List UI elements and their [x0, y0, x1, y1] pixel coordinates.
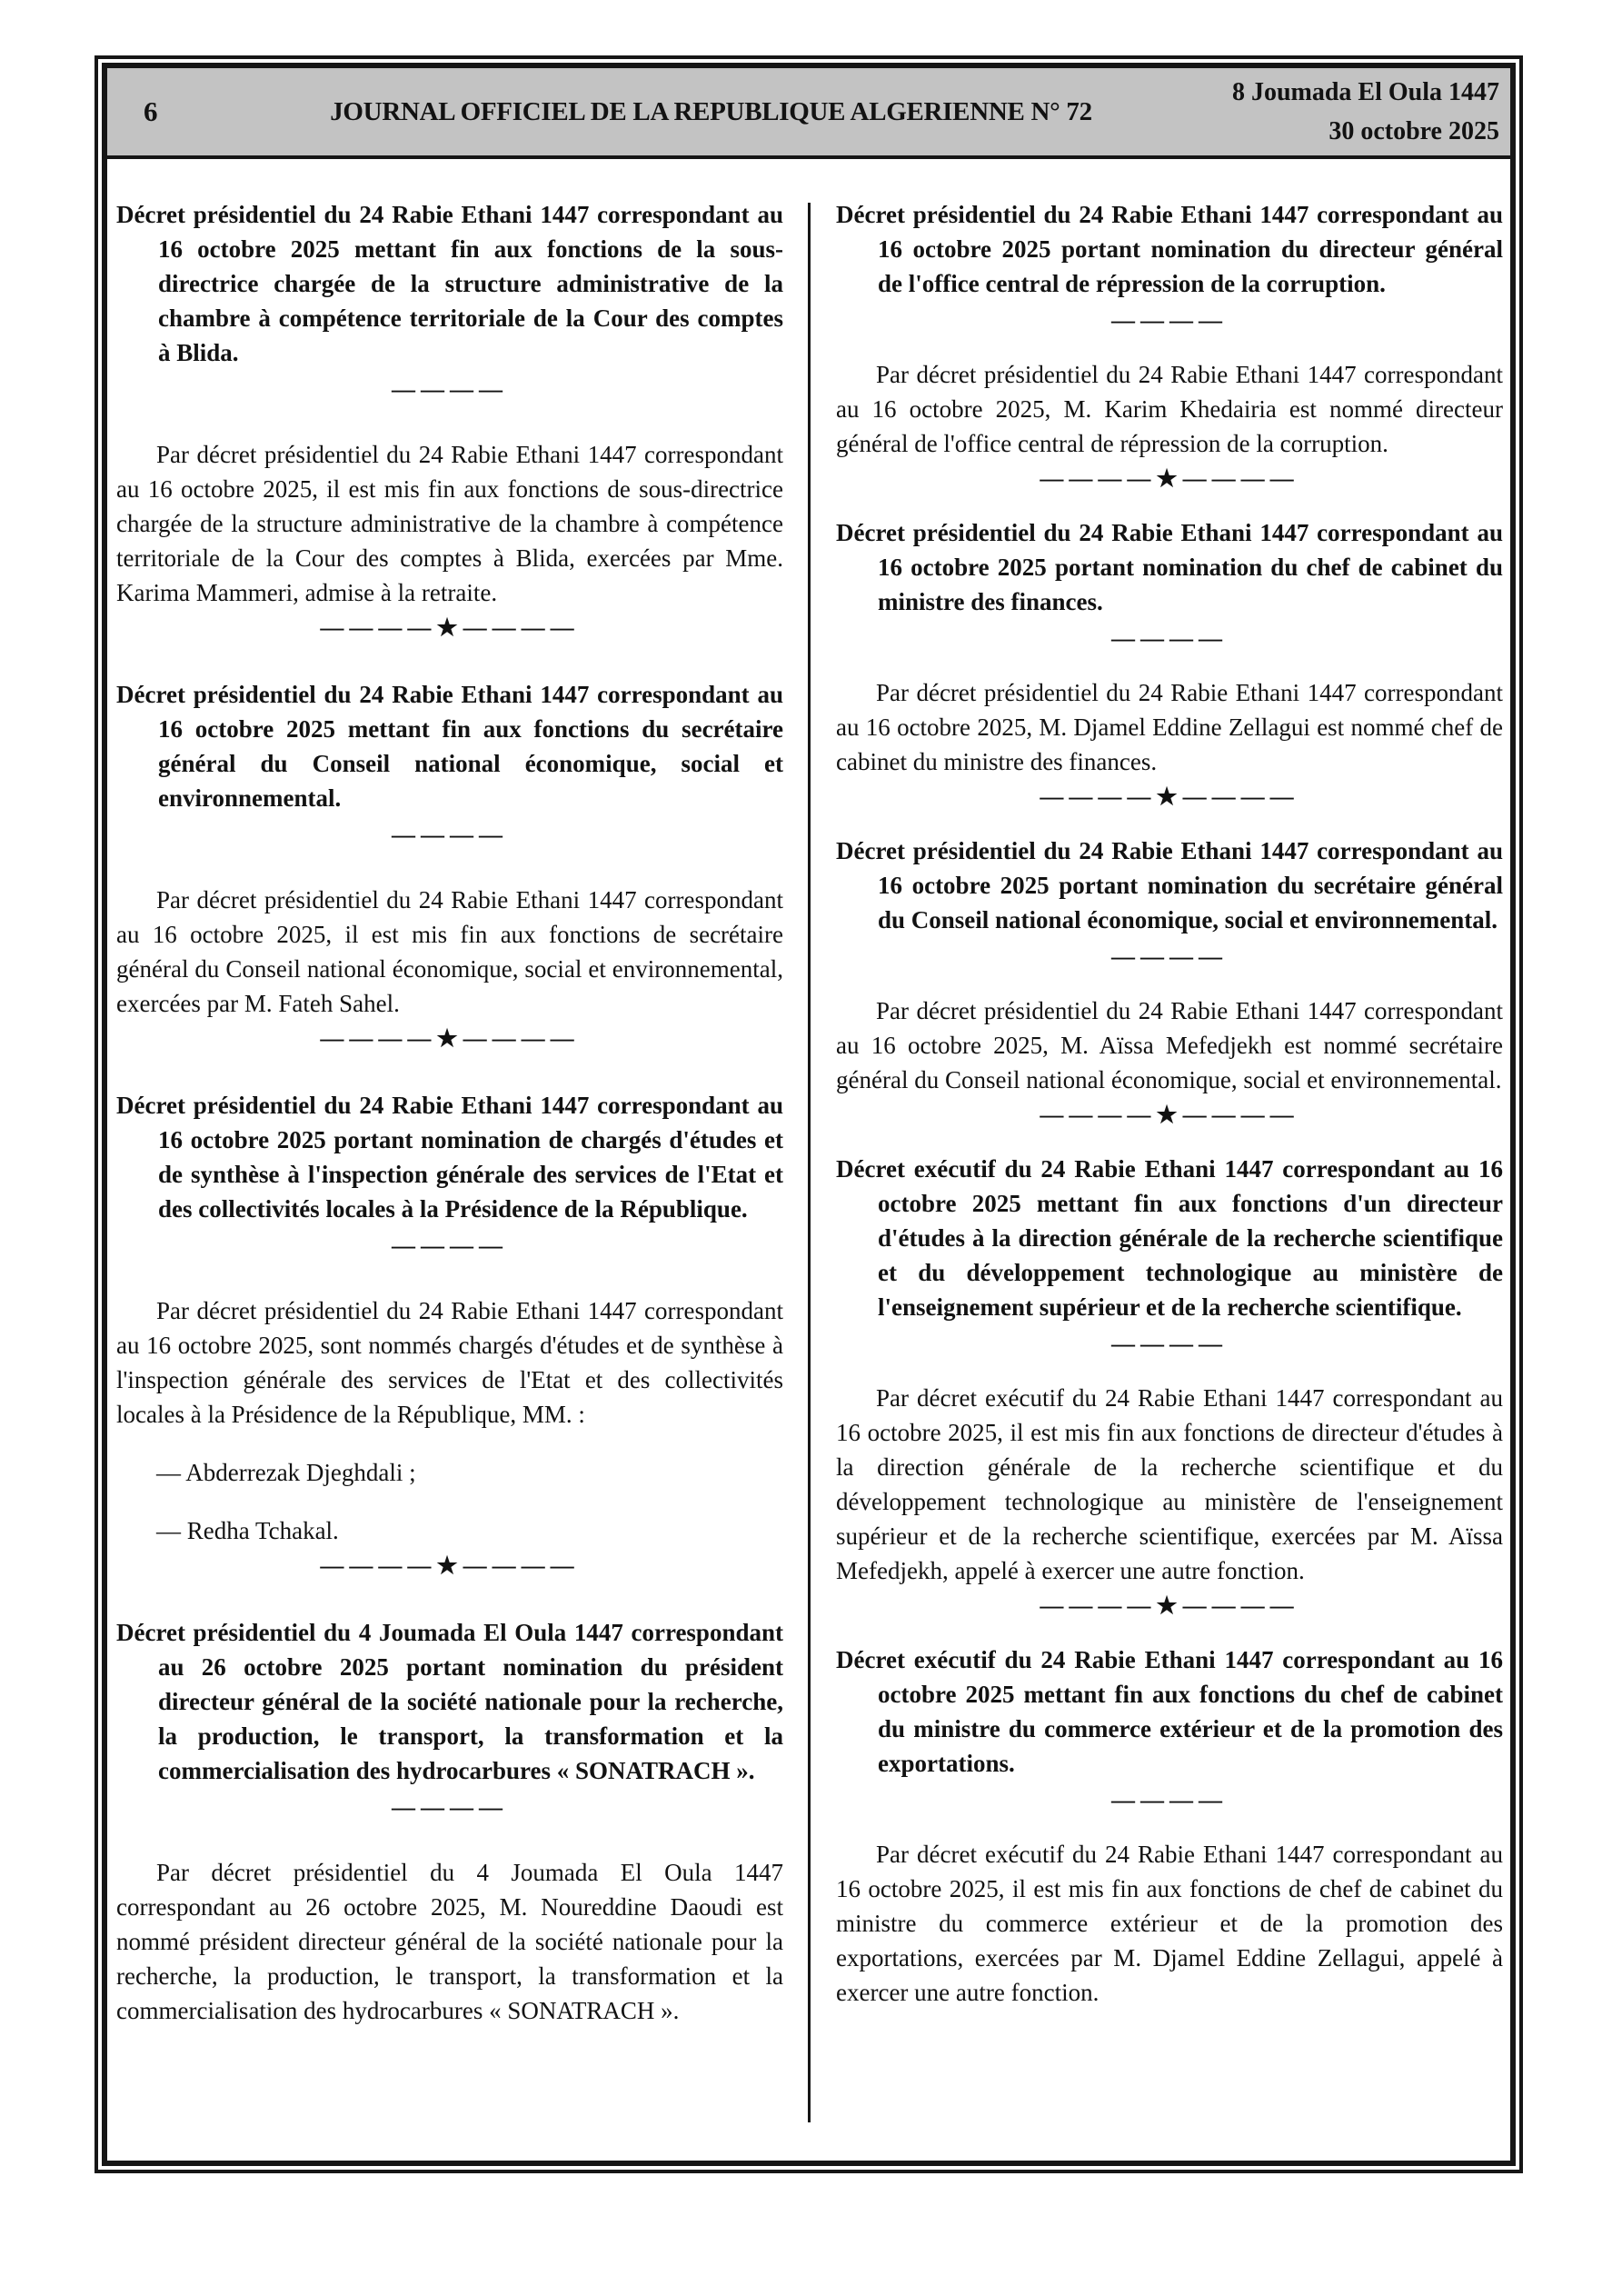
- separator-star: ————★————: [1040, 1592, 1299, 1619]
- separator-dash: ————: [1111, 1331, 1228, 1357]
- decree-title: Décret présidentiel du 24 Rabie Ethani 1447 correspondant au 16 octobre 2025 mettant fin aux fonctions de la sous-directrice chargée de la structure administrative de la chambre à compétence territoriale de la Cour des comptes à Blida.: [116, 201, 783, 366]
- separator-dash: ————: [392, 1794, 508, 1821]
- separator-star: ————★————: [1040, 465, 1299, 492]
- decree-body: Par décret présidentiel du 4 Joumada El Oula 1447 correspondant au 26 octobre 2025, M. Noureddine Daoudi est nommé président directeur général de la société nationale pour la recherche, la production, le transport, la transformation et la commercialisation des hydrocarbures « SONATRACH ».: [116, 1859, 783, 2024]
- separator-dash: ————: [1111, 307, 1228, 334]
- decree-title: Décret présidentiel du 24 Rabie Ethani 1447 correspondant au 16 octobre 2025 portant nomination du chef de cabinet du ministre des finances.: [836, 519, 1503, 615]
- separator-star: ————★————: [320, 614, 580, 641]
- page-number: 6: [144, 95, 158, 127]
- decree-body: Par décret exécutif du 24 Rabie Ethani 1447 correspondant au 16 octobre 2025, il est mis fin aux fonctions de directeur d'études à la direction générale de la recherche scientifique et du développement technologique au ministère de l'enseignement supérieur et de la recherche scientifique, exercées par M. Aïssa Mefedjekh, appelé à exercer une autre fonction.: [836, 1384, 1503, 1584]
- appointee-list-item: — Abderrezak Djeghdali ;: [156, 1459, 416, 1486]
- decree-title: Décret présidentiel du 24 Rabie Ethani 1447 correspondant au 16 octobre 2025 portant nomination du secrétaire général du Conseil national économique, social et environnemental.: [836, 837, 1503, 933]
- separator-dash: ————: [392, 376, 508, 403]
- decree-body: Par décret présidentiel du 24 Rabie Ethani 1447 correspondant au 16 octobre 2025, sont nommés chargés d'études et de synthèse à l'inspection générale des services de l'Etat et des collectivités locales à la Présidence de la République, MM. :: [116, 1297, 783, 1428]
- journal-title: JOURNAL OFFICIEL DE LA REPUBLIQUE ALGERIENNE N° 72: [330, 96, 1092, 126]
- decree-title: Décret présidentiel du 24 Rabie Ethani 1447 correspondant au 16 octobre 2025 mettant fin aux fonctions du secrétaire général du Conseil national économique, social et environnemental.: [116, 681, 783, 812]
- separator-star: ————★————: [1040, 784, 1299, 810]
- decree-title: Décret exécutif du 24 Rabie Ethani 1447 correspondant au 16 octobre 2025 mettant fin aux fonctions d'un directeur d'études à la direction générale de la recherche scientifique et du développement technologique au ministère de l'enseignement supérieur et de la recherche scientifique.: [836, 1155, 1503, 1321]
- separator-star: ————★————: [320, 1552, 580, 1579]
- column-divider: [808, 203, 811, 2122]
- decree-title: Décret présidentiel du 24 Rabie Ethani 1447 correspondant au 16 octobre 2025 portant nomination de chargés d'études et de synthèse à l'inspection générale des services de l'Etat et des collectivités locales à la Présidence de la République.: [116, 1092, 783, 1223]
- separator-star: ————★————: [320, 1025, 580, 1052]
- page-frame-inner: [102, 63, 1516, 2166]
- decree-body: Par décret exécutif du 24 Rabie Ethani 1447 correspondant au 16 octobre 2025, il est mis fin aux fonctions de chef de cabinet du ministre du commerce extérieur et de la promotion des exportations, exercées par M. Djamel Eddine Zellagui, appelé à exercer une autre fonction.: [836, 1841, 1503, 2006]
- decree-body: Par décret présidentiel du 24 Rabie Ethani 1447 correspondant au 16 octobre 2025, M. Karim Khedairia est nommé directeur général de l'office central de répression de la corruption.: [836, 361, 1503, 457]
- separator-dash: ————: [1111, 1787, 1228, 1813]
- appointee-list-item: — Redha Tchakal.: [156, 1517, 339, 1544]
- decree-title: Décret exécutif du 24 Rabie Ethani 1447 correspondant au 16 octobre 2025 mettant fin aux fonctions du chef de cabinet du ministre du commerce extérieur et de la promotion des exportations.: [836, 1646, 1503, 1777]
- right-column: [836, 197, 1503, 2161]
- decree-body: Par décret présidentiel du 24 Rabie Ethani 1447 correspondant au 16 octobre 2025, il est mis fin aux fonctions de sous-directrice chargée de la structure administrative de la chambre à compétence territoriale de la Cour des comptes à Blida, exercées par Mme. Karima Mammeri, admise à la retraite.: [116, 441, 783, 606]
- decree-body: Par décret présidentiel du 24 Rabie Ethani 1447 correspondant au 16 octobre 2025, M. Aïssa Mefedjekh est nommé secrétaire général du Conseil national économique, social et environnemental.: [836, 997, 1503, 1093]
- decree-body: Par décret présidentiel du 24 Rabie Ethani 1447 correspondant au 16 octobre 2025, M. Djamel Eddine Zellagui est nommé chef de cabinet du ministre des finances.: [836, 679, 1503, 775]
- gregorian-date: 30 octobre 2025: [1328, 117, 1499, 145]
- separator-dash: ————: [1111, 625, 1228, 652]
- decree-body: Par décret présidentiel du 24 Rabie Ethani 1447 correspondant au 16 octobre 2025, il est mis fin aux fonctions de secrétaire général du Conseil national économique, social et environnemental, exercées par M. Fateh Sahel.: [116, 886, 783, 1017]
- separator-dash: ————: [392, 1233, 508, 1259]
- decree-title: Décret présidentiel du 4 Joumada El Oula 1447 correspondant au 26 octobre 2025 portant nomination du président directeur général de la société nationale pour la recherche, la production, le transport, la transformation et la commercialisation des hydrocarbures « SONATRACH ».: [116, 1619, 783, 1784]
- left-column: [116, 197, 783, 2161]
- hijri-date: 8 Joumada El Oula 1447: [1231, 78, 1499, 106]
- separator-dash: ————: [392, 822, 508, 848]
- separator-star: ————★————: [1040, 1102, 1299, 1128]
- issue-dates: [1197, 73, 1510, 151]
- page-frame: [95, 55, 1523, 2173]
- separator-dash: ————: [1111, 943, 1228, 970]
- masthead: [107, 68, 1510, 159]
- page-body: [107, 159, 1510, 2161]
- decree-title: Décret présidentiel du 24 Rabie Ethani 1447 correspondant au 16 octobre 2025 portant nomination du directeur général de l'office central de répression de la corruption.: [836, 201, 1503, 297]
